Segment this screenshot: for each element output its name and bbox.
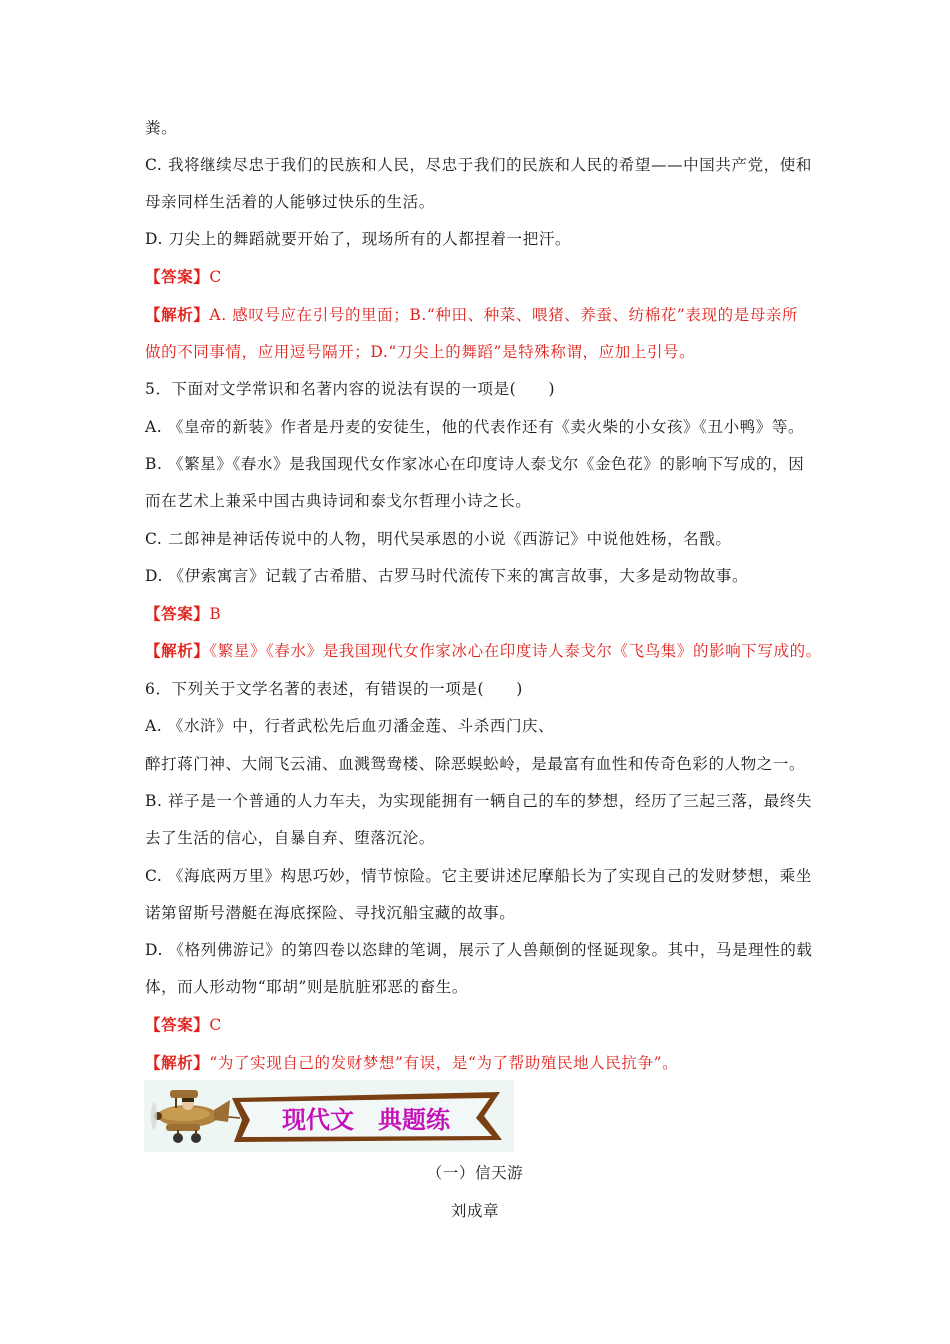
question-5: 5．下面对文学常识和名著内容的说法有误的一项是( ) — [145, 380, 556, 398]
option-b-q6: B. 祥子是一个普通的人力车夫，为实现能拥有一辆自己的车的梦想，经历了三起三落，最终失 — [145, 792, 813, 810]
analysis-tag: 【解析】 — [145, 305, 210, 324]
option-a-q5: A. 《皇帝的新装》作者是丹麦的安徒生，他的代表作还有《卖火柴的小女孩》《丑小鸭》等。 — [145, 418, 805, 436]
analysis-q5 — [145, 641, 822, 661]
text-line: 粪。 — [145, 119, 178, 137]
option-a-q6: A. 《水浒》中，行者武松先后血刃潘金莲、斗杀西门庆、 — [145, 717, 555, 735]
section-banner — [144, 1080, 514, 1152]
option-d-q5: D. 《伊索寓言》记载了古希腊、古罗马时代流传下来的寓言故事，大多是动物故事。 — [145, 567, 749, 585]
airplane-banner-icon — [144, 1080, 514, 1152]
answer-tag: 【答案】 — [145, 604, 210, 623]
option-c-q5: C. 二郎神是神话传说中的人物，明代吴承恩的小说《西游记》中说他姓杨，名戬。 — [145, 530, 732, 548]
option-d-q6: D. 《格列佛游记》的第四卷以恣肆的笔调，展示了人兽颠倒的怪诞现象。其中，马是理性的载 — [145, 941, 813, 959]
analysis-q4-line1 — [145, 305, 798, 325]
text-line: 去了生活的信心，自暴自弃、堕落沉沦。 — [145, 829, 435, 847]
author-name: 刘成章 — [450, 1202, 500, 1220]
answer-value: C — [209, 1016, 222, 1034]
analysis-text: A. 感叹号应在引号的里面；B.“种田、种菜、喂猪、养蚕、纺棉花”表现的是母亲所 — [209, 306, 799, 324]
text-line: 体，而人形动物“耶胡”则是肮脏邪恶的畜生。 — [145, 978, 468, 996]
banner-text: 现代文 典题练 — [282, 1106, 450, 1134]
option-c-q4: C. 我将继续尽忠于我们的民族和人民，尽忠于我们的民族和人民的希望——中国共产党，使和 — [145, 156, 812, 174]
option-b-q5: B. 《繁星》《春水》是我国现代女作家冰心在印度诗人泰戈尔《金色花》的影响下写成的，因 — [145, 455, 805, 473]
analysis-tag: 【解析】 — [145, 1053, 210, 1072]
text-line: 母亲同样生活着的人能够过快乐的生活。 — [145, 193, 435, 211]
text-line: 诺第留斯号潜艇在海底探险、寻找沉船宝藏的故事。 — [145, 904, 516, 922]
answer-q5 — [145, 604, 221, 624]
answer-value: B — [209, 605, 222, 623]
analysis-text: “为了实现自己的发财梦想”有误，是“为了帮助殖民地人民抗争”。 — [209, 1054, 679, 1072]
option-c-q6: C. 《海底两万里》构思巧妙，情节惊险。它主要讲述尼摩船长为了实现自己的发财梦想，乘坐 — [145, 867, 812, 885]
analysis-q6 — [145, 1053, 678, 1073]
answer-q4 — [145, 267, 222, 287]
answer-tag: 【答案】 — [145, 267, 210, 286]
option-d-q4: D. 刀尖上的舞蹈就要开始了，现场所有的人都捏着一把汗。 — [145, 230, 572, 248]
section-title: （一）信天游 — [426, 1164, 524, 1182]
text-line: 醉打蒋门神、大闹飞云浦、血溅鸳鸯楼、除恶蜈蚣岭，是最富有血性和传奇色彩的人物之一。 — [145, 755, 806, 773]
answer-tag: 【答案】 — [145, 1015, 210, 1034]
analysis-tag: 【解析】 — [145, 641, 210, 660]
text-line: 而在艺术上兼采中国古典诗词和泰戈尔哲理小诗之长。 — [145, 492, 532, 510]
analysis-text: 《繁星》《春水》是我国现代女作家冰心在印度诗人泰戈尔《飞鸟集》的影响下写成的。 — [209, 642, 822, 660]
question-6: 6．下列关于文学名著的表述，有错误的一项是( ) — [145, 680, 523, 698]
answer-q6 — [145, 1015, 222, 1035]
answer-value: C — [209, 268, 222, 286]
analysis-q4-line2: 做的不同事情，应用逗号隔开；D.“刀尖上的舞蹈”是特殊称谓，应加上引号。 — [145, 343, 696, 361]
